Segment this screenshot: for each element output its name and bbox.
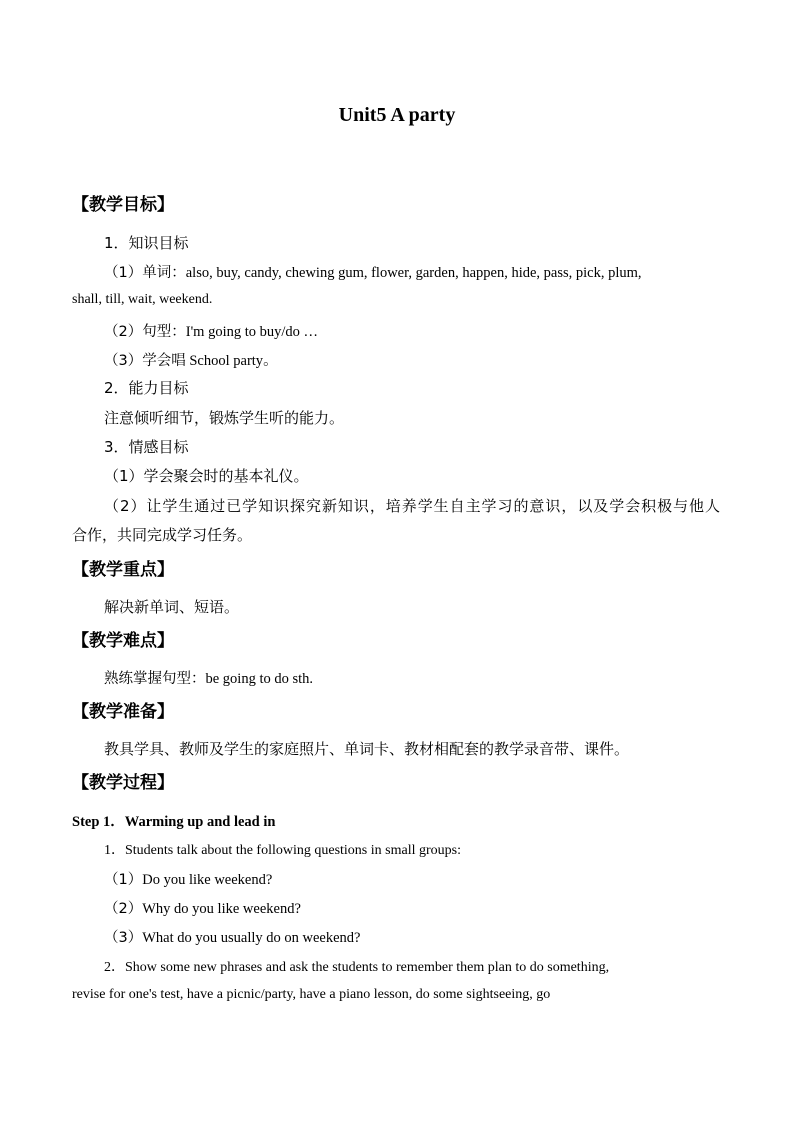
question-3 xyxy=(104,926,361,947)
key-points-text: 解决新单词、短语。 xyxy=(104,598,240,616)
emotion-goal-2-line-1: （2）让学生通过已学知识探究新知识，培养学生自主学习的意识，以及学会积极与他人 xyxy=(104,497,720,515)
process-item-2: 2．Show some new phrases and ask the students to remember them plan to do something, xyxy=(104,960,610,975)
emotion-goal-2-line-2: 合作，共同完成学习任务。 xyxy=(72,526,253,544)
vocab-label: （1）单词： xyxy=(104,265,186,281)
section-heading-key-points: 【教学重点】 xyxy=(72,560,174,580)
question-3-text: What do you usually do on weekend? xyxy=(142,930,361,946)
ability-goal-title: 2．能力目标 xyxy=(104,379,189,397)
question-1 xyxy=(104,868,272,889)
emotion-goal-1: （1）学会聚会时的基本礼仪。 xyxy=(104,467,309,485)
process-item-2-continued: revise for one's test, have a picnic/party, have a piano lesson, do some sightseeing, go xyxy=(72,987,551,1002)
ability-goal-text: 注意倾听细节，锻炼学生听的能力。 xyxy=(104,409,345,427)
emotion-goal-title: 3．情感目标 xyxy=(104,438,189,456)
song-title: School party xyxy=(185,353,264,369)
question-1-text: Do you like weekend? xyxy=(142,872,273,888)
section-heading-objectives: 【教学目标】 xyxy=(72,195,174,215)
pattern-text: I'm going to buy/do … xyxy=(185,324,319,340)
difficulties-label: 熟练掌握句型： xyxy=(104,671,206,687)
section-heading-process: 【教学过程】 xyxy=(72,773,174,793)
song-end: 。 xyxy=(263,353,278,369)
step-1-title: Step 1．Warming up and lead in xyxy=(72,814,276,830)
difficulties-line xyxy=(104,667,313,688)
song-label: （3）学会唱 xyxy=(104,353,186,369)
page-title: Unit5 A party xyxy=(338,104,456,126)
difficulties-text: be going to do sth. xyxy=(205,671,314,687)
vocab-words-1: also, buy, candy, chewing gum, flower, garden, happen, hide, pass, pick, plum, xyxy=(185,265,642,281)
question-2-text: Why do you like weekend? xyxy=(142,901,301,917)
process-item-1: 1．Students talk about the following questions in small groups: xyxy=(104,843,461,858)
question-1-number: （1） xyxy=(104,872,143,888)
vocab-line-2: shall, till, wait, weekend. xyxy=(72,292,213,307)
song-line xyxy=(104,349,278,370)
pattern-line xyxy=(104,320,318,341)
section-heading-preparation: 【教学准备】 xyxy=(72,702,174,722)
question-3-number: （3） xyxy=(104,930,143,946)
section-heading-difficulties: 【教学难点】 xyxy=(72,631,174,651)
pattern-label: （2）句型： xyxy=(104,324,186,340)
question-2 xyxy=(104,897,301,918)
knowledge-goal-title: 1．知识目标 xyxy=(104,234,189,252)
question-2-number: （2） xyxy=(104,901,143,917)
preparation-text: 教具学具、教师及学生的家庭照片、单词卡、教材相配套的教学录音带、课件。 xyxy=(104,740,630,758)
vocab-line-1 xyxy=(104,261,720,282)
